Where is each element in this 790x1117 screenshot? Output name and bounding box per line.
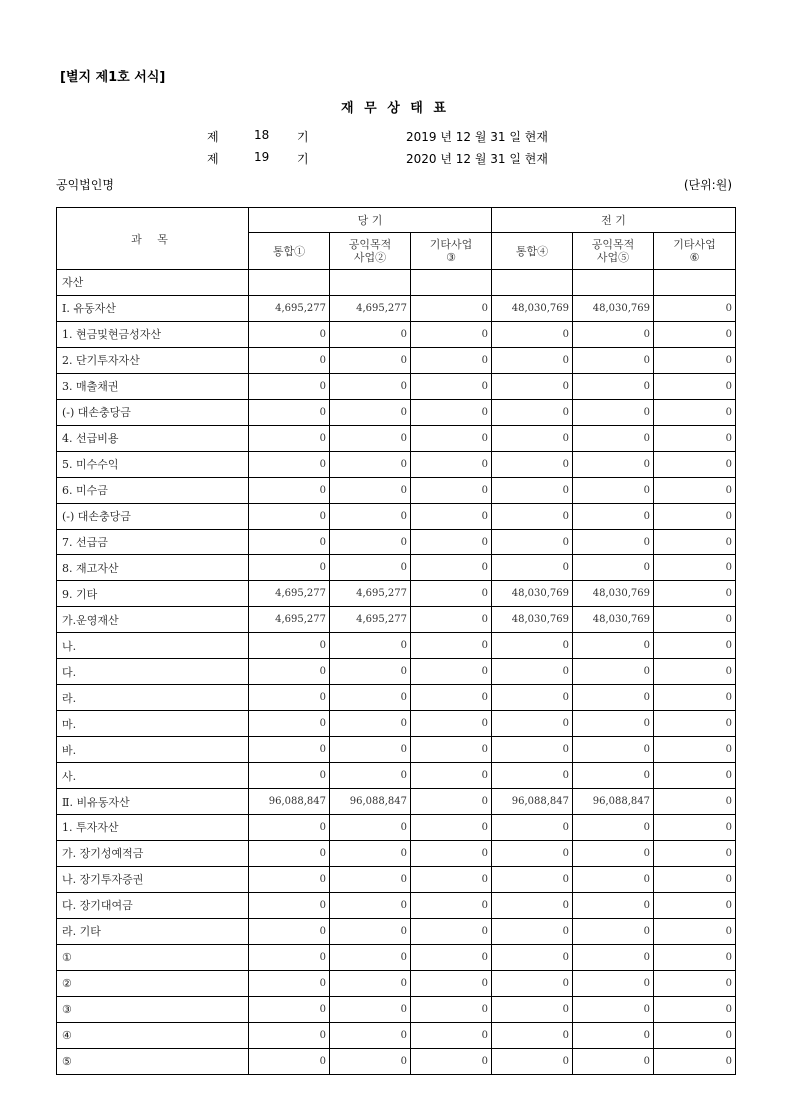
amount-cell: 0: [411, 1048, 492, 1074]
amount-cell: 0: [249, 1048, 330, 1074]
row-label: 사.: [57, 763, 249, 789]
amount-cell: 0: [573, 970, 654, 996]
amount-cell: 0: [411, 529, 492, 555]
amount-cell: 0: [249, 347, 330, 373]
amount-cell: 0: [330, 529, 411, 555]
amount-cell: 0: [654, 503, 736, 529]
amount-cell: 0: [492, 815, 573, 841]
amount-cell: 0: [411, 659, 492, 685]
column-header: 통합①: [249, 233, 330, 270]
amount-cell: 0: [573, 555, 654, 581]
table-row: [57, 321, 736, 347]
amount-cell: 48,030,769: [492, 295, 573, 321]
amount-cell: 0: [411, 918, 492, 944]
form-label: [별지 제1호 서식]: [60, 70, 166, 85]
amount-cell: 0: [249, 737, 330, 763]
amount-cell: 4,695,277: [249, 607, 330, 633]
subject-header: 과 목: [57, 208, 249, 270]
amount-cell: 0: [573, 737, 654, 763]
amount-cell: 0: [492, 970, 573, 996]
row-label: ④: [57, 1022, 249, 1048]
amount-cell: 0: [573, 944, 654, 970]
amount-cell: 0: [330, 477, 411, 503]
table-row: [57, 295, 736, 321]
amount-cell: 0: [411, 347, 492, 373]
amount-cell: 0: [654, 399, 736, 425]
amount-cell: 0: [411, 944, 492, 970]
row-label: 다.: [57, 659, 249, 685]
amount-cell: [330, 270, 411, 296]
amount-cell: 0: [492, 763, 573, 789]
row-label: 1. 투자자산: [57, 815, 249, 841]
amount-cell: [411, 270, 492, 296]
table-row: [57, 581, 736, 607]
row-label: 마.: [57, 711, 249, 737]
row-label: 1. 현금및현금성자산: [57, 321, 249, 347]
row-label: 2. 단기투자자산: [57, 347, 249, 373]
amount-cell: 0: [654, 815, 736, 841]
row-label: 9. 기타: [57, 581, 249, 607]
row-label: 8. 재고자산: [57, 555, 249, 581]
amount-cell: 0: [411, 373, 492, 399]
amount-cell: 0: [654, 685, 736, 711]
amount-cell: 0: [249, 399, 330, 425]
table-row: [57, 996, 736, 1022]
amount-cell: 0: [573, 503, 654, 529]
amount-cell: 0: [249, 763, 330, 789]
amount-cell: 0: [249, 503, 330, 529]
amount-cell: 0: [411, 451, 492, 477]
amount-cell: 0: [492, 866, 573, 892]
amount-cell: 0: [573, 918, 654, 944]
amount-cell: 48,030,769: [573, 295, 654, 321]
amount-cell: 0: [492, 347, 573, 373]
table-row: [57, 451, 736, 477]
amount-cell: [654, 270, 736, 296]
amount-cell: 0: [654, 737, 736, 763]
amount-cell: [492, 270, 573, 296]
row-label: ①: [57, 944, 249, 970]
row-label: Ⅱ. 비유동자산: [57, 789, 249, 815]
amount-cell: 0: [330, 892, 411, 918]
amount-cell: 0: [411, 399, 492, 425]
amount-cell: 0: [573, 840, 654, 866]
amount-cell: 4,695,277: [330, 295, 411, 321]
amount-cell: 0: [654, 840, 736, 866]
amount-cell: 0: [249, 659, 330, 685]
amount-cell: 0: [654, 321, 736, 347]
amount-cell: 0: [573, 996, 654, 1022]
amount-cell: 0: [411, 840, 492, 866]
amount-cell: 0: [573, 659, 654, 685]
amount-cell: 0: [249, 1022, 330, 1048]
amount-cell: 0: [249, 529, 330, 555]
amount-cell: 0: [654, 711, 736, 737]
amount-cell: 0: [249, 685, 330, 711]
row-label: 6. 미수금: [57, 477, 249, 503]
amount-cell: 0: [411, 685, 492, 711]
amount-cell: 0: [249, 866, 330, 892]
amount-cell: 0: [573, 866, 654, 892]
amount-cell: 0: [492, 918, 573, 944]
amount-cell: 0: [492, 529, 573, 555]
amount-cell: 0: [492, 685, 573, 711]
amount-cell: 0: [411, 789, 492, 815]
amount-cell: 0: [492, 399, 573, 425]
amount-cell: 0: [411, 815, 492, 841]
amount-cell: 4,695,277: [249, 581, 330, 607]
column-header: 기타사업 ⑥: [654, 233, 736, 270]
table-row: [57, 1022, 736, 1048]
amount-cell: 0: [249, 633, 330, 659]
amount-cell: 0: [573, 321, 654, 347]
amount-cell: 0: [573, 399, 654, 425]
amount-cell: 0: [411, 1022, 492, 1048]
amount-cell: 0: [573, 815, 654, 841]
amount-cell: 48,030,769: [573, 581, 654, 607]
amount-cell: 0: [249, 477, 330, 503]
amount-cell: 0: [573, 347, 654, 373]
table-row: [57, 503, 736, 529]
amount-cell: 96,088,847: [330, 789, 411, 815]
amount-cell: 0: [411, 763, 492, 789]
amount-cell: 0: [411, 633, 492, 659]
amount-cell: 0: [249, 711, 330, 737]
amount-cell: 0: [330, 399, 411, 425]
table-row: [57, 633, 736, 659]
amount-cell: 0: [330, 944, 411, 970]
amount-cell: 0: [573, 529, 654, 555]
amount-cell: 0: [330, 503, 411, 529]
amount-cell: 0: [654, 581, 736, 607]
amount-cell: 0: [249, 321, 330, 347]
amount-cell: 0: [654, 633, 736, 659]
amount-cell: 0: [573, 477, 654, 503]
amount-cell: 0: [411, 892, 492, 918]
amount-cell: 0: [249, 892, 330, 918]
amount-cell: 0: [411, 425, 492, 451]
table-row: [57, 425, 736, 451]
amount-cell: 0: [654, 451, 736, 477]
amount-cell: 0: [330, 840, 411, 866]
amount-cell: 0: [492, 996, 573, 1022]
amount-cell: 0: [411, 555, 492, 581]
table-row: [57, 840, 736, 866]
table-row: [57, 270, 736, 296]
amount-cell: 0: [249, 970, 330, 996]
amount-cell: 0: [654, 607, 736, 633]
amount-cell: 0: [249, 996, 330, 1022]
amount-cell: 0: [330, 918, 411, 944]
column-header: 기타사업 ③: [411, 233, 492, 270]
table-row: [57, 892, 736, 918]
amount-cell: 0: [573, 633, 654, 659]
amount-cell: 0: [573, 1048, 654, 1074]
amount-cell: 0: [249, 944, 330, 970]
amount-cell: 0: [573, 892, 654, 918]
amount-cell: [249, 270, 330, 296]
amount-cell: 0: [411, 970, 492, 996]
amount-cell: 0: [654, 295, 736, 321]
table-row: [57, 763, 736, 789]
table-row: [57, 737, 736, 763]
amount-cell: 0: [492, 425, 573, 451]
row-label: 4. 선급비용: [57, 425, 249, 451]
amount-cell: 0: [573, 1022, 654, 1048]
table-row: [57, 347, 736, 373]
amount-cell: 0: [330, 373, 411, 399]
table-row: [57, 1048, 736, 1074]
amount-cell: 0: [654, 763, 736, 789]
table-row: [57, 529, 736, 555]
row-label: 라. 기타: [57, 918, 249, 944]
row-label: ⑤: [57, 1048, 249, 1074]
amount-cell: 0: [654, 1048, 736, 1074]
amount-cell: 0: [330, 866, 411, 892]
amount-cell: 0: [330, 321, 411, 347]
amount-cell: 0: [492, 1022, 573, 1048]
row-label: 나. 장기투자증권: [57, 866, 249, 892]
amount-cell: 0: [654, 892, 736, 918]
amount-cell: 0: [411, 737, 492, 763]
amount-cell: 0: [654, 373, 736, 399]
row-label: 3. 매출채권: [57, 373, 249, 399]
amount-cell: 0: [330, 711, 411, 737]
row-label: 5. 미수수익: [57, 451, 249, 477]
amount-cell: 0: [411, 503, 492, 529]
period-number: 18: [254, 128, 270, 142]
amount-cell: 0: [573, 763, 654, 789]
period-gi: 기: [297, 130, 309, 144]
document-title: 재 무 상 태 표: [341, 101, 449, 116]
table-row: [57, 477, 736, 503]
amount-cell: 96,088,847: [492, 789, 573, 815]
table-row: [57, 659, 736, 685]
table-row: [57, 815, 736, 841]
amount-cell: 0: [330, 347, 411, 373]
table-row: [57, 711, 736, 737]
amount-cell: 0: [249, 425, 330, 451]
amount-cell: 0: [654, 659, 736, 685]
row-label: 다. 장기대여금: [57, 892, 249, 918]
amount-cell: 0: [492, 321, 573, 347]
amount-cell: 0: [330, 815, 411, 841]
table-row: [57, 399, 736, 425]
amount-cell: 48,030,769: [492, 607, 573, 633]
period-je: 제: [207, 130, 219, 144]
amount-cell: 48,030,769: [492, 581, 573, 607]
amount-cell: 0: [330, 425, 411, 451]
amount-cell: 0: [330, 763, 411, 789]
amount-cell: 0: [411, 711, 492, 737]
amount-cell: 0: [330, 555, 411, 581]
amount-cell: 0: [654, 347, 736, 373]
amount-cell: 0: [330, 1048, 411, 1074]
amount-cell: 0: [492, 711, 573, 737]
amount-cell: [573, 270, 654, 296]
amount-cell: 0: [654, 996, 736, 1022]
amount-cell: 0: [492, 892, 573, 918]
period-je: 제: [207, 152, 219, 166]
amount-cell: 0: [330, 685, 411, 711]
row-label: 바.: [57, 737, 249, 763]
amount-cell: 4,695,277: [330, 607, 411, 633]
amount-cell: 0: [411, 607, 492, 633]
prior-period-header: 전 기: [492, 208, 736, 233]
amount-cell: 0: [249, 815, 330, 841]
amount-cell: 0: [492, 659, 573, 685]
amount-cell: 0: [492, 477, 573, 503]
amount-cell: 0: [411, 295, 492, 321]
amount-cell: 0: [573, 685, 654, 711]
balance-sheet-table: [56, 207, 736, 1075]
amount-cell: 0: [492, 944, 573, 970]
amount-cell: 4,695,277: [330, 581, 411, 607]
amount-cell: 4,695,277: [249, 295, 330, 321]
corp-name-label: 공익법인명: [56, 178, 114, 192]
column-header: 공익목적 사업⑤: [573, 233, 654, 270]
row-label: 가.운영재산: [57, 607, 249, 633]
amount-cell: 0: [330, 737, 411, 763]
table-row: [57, 944, 736, 970]
amount-cell: 0: [249, 373, 330, 399]
amount-cell: 0: [654, 529, 736, 555]
period-date: 2019 년 12 월 31 일 현재: [406, 130, 548, 144]
current-period-header: 당 기: [249, 208, 492, 233]
amount-cell: 0: [492, 373, 573, 399]
amount-cell: 0: [330, 659, 411, 685]
table-row: [57, 685, 736, 711]
amount-cell: 0: [573, 451, 654, 477]
table-row: [57, 866, 736, 892]
table-row: [57, 789, 736, 815]
period-date: 2020 년 12 월 31 일 현재: [406, 152, 548, 166]
amount-cell: 0: [654, 970, 736, 996]
amount-cell: 0: [654, 789, 736, 815]
amount-cell: 0: [249, 918, 330, 944]
amount-cell: 0: [411, 996, 492, 1022]
row-label: ②: [57, 970, 249, 996]
amount-cell: 0: [492, 503, 573, 529]
amount-cell: 0: [249, 555, 330, 581]
amount-cell: 0: [654, 944, 736, 970]
amount-cell: 0: [654, 1022, 736, 1048]
amount-cell: 0: [573, 373, 654, 399]
table-row: [57, 555, 736, 581]
column-header: 공익목적 사업②: [330, 233, 411, 270]
row-label: 자산: [57, 270, 249, 296]
amount-cell: 0: [492, 737, 573, 763]
amount-cell: 0: [492, 633, 573, 659]
amount-cell: 0: [411, 477, 492, 503]
amount-cell: 0: [492, 1048, 573, 1074]
row-label: Ⅰ. 유동자산: [57, 295, 249, 321]
amount-cell: 96,088,847: [249, 789, 330, 815]
table-row: [57, 970, 736, 996]
amount-cell: 0: [573, 425, 654, 451]
amount-cell: 0: [411, 581, 492, 607]
row-label: 가. 장기성예적금: [57, 840, 249, 866]
row-label: 나.: [57, 633, 249, 659]
amount-cell: 0: [330, 451, 411, 477]
row-label: (-) 대손충당금: [57, 399, 249, 425]
amount-cell: 0: [249, 840, 330, 866]
amount-cell: 0: [330, 1022, 411, 1048]
table-row: [57, 607, 736, 633]
amount-cell: 0: [654, 477, 736, 503]
row-label: (-) 대손충당금: [57, 503, 249, 529]
amount-cell: 0: [492, 451, 573, 477]
amount-cell: 0: [330, 970, 411, 996]
amount-cell: 0: [654, 866, 736, 892]
amount-cell: 48,030,769: [573, 607, 654, 633]
table-row: [57, 918, 736, 944]
amount-cell: 0: [492, 840, 573, 866]
period-number: 19: [254, 150, 270, 164]
table-row: [57, 373, 736, 399]
unit-label: (단위:원): [683, 178, 732, 192]
amount-cell: 0: [411, 866, 492, 892]
period-gi: 기: [297, 152, 309, 166]
column-header: 통합④: [492, 233, 573, 270]
row-label: ③: [57, 996, 249, 1022]
amount-cell: 0: [249, 451, 330, 477]
amount-cell: 0: [573, 711, 654, 737]
amount-cell: 0: [654, 555, 736, 581]
amount-cell: 0: [411, 321, 492, 347]
amount-cell: 0: [492, 555, 573, 581]
amount-cell: 0: [654, 425, 736, 451]
amount-cell: 0: [330, 996, 411, 1022]
row-label: 라.: [57, 685, 249, 711]
row-label: 7. 선급금: [57, 529, 249, 555]
amount-cell: 96,088,847: [573, 789, 654, 815]
amount-cell: 0: [330, 633, 411, 659]
amount-cell: 0: [654, 918, 736, 944]
